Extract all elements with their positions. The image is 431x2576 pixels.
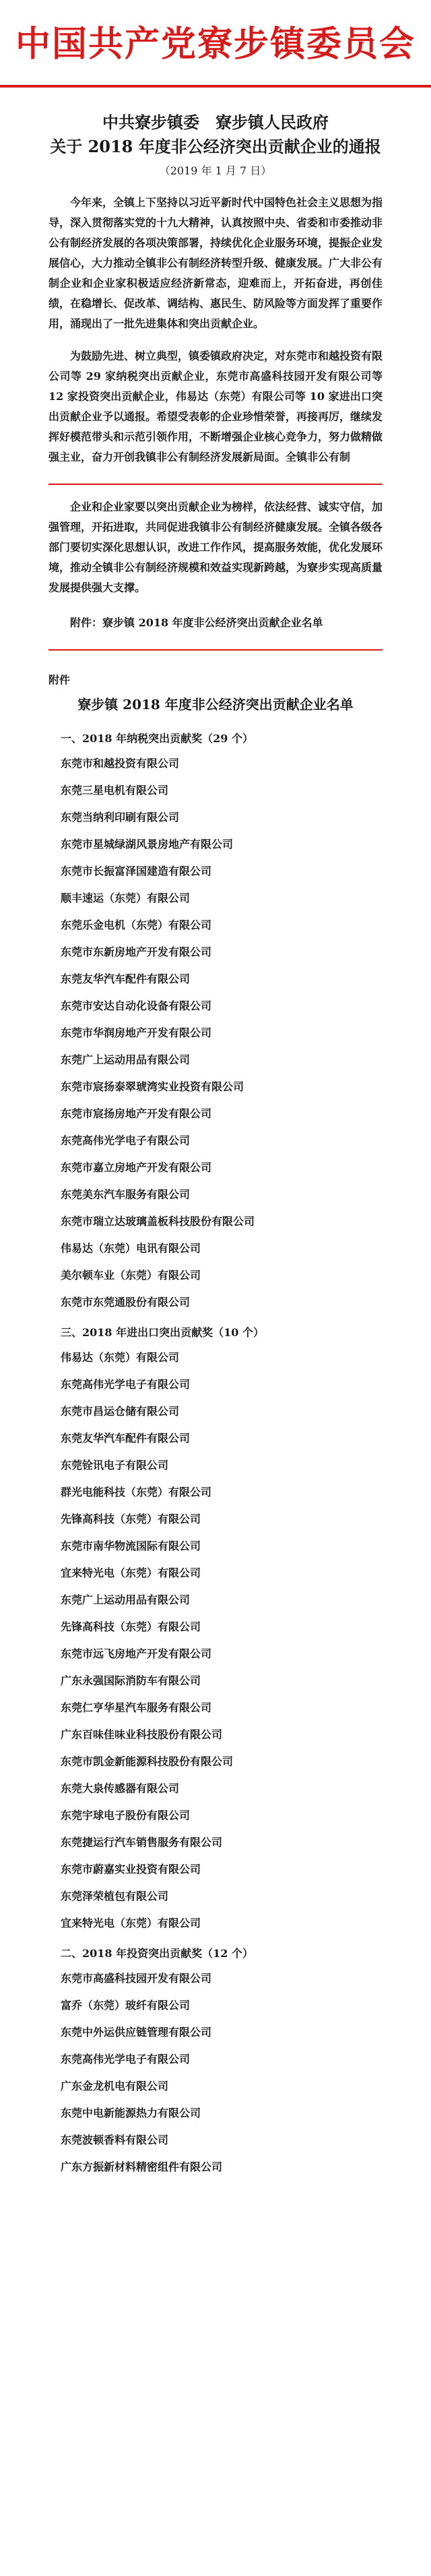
company-list-item: 广东方振新材料精密组件有限公司 [61, 2160, 223, 2173]
notice-date: （2019 年 1 月 7 日） [159, 164, 272, 177]
company-list-item: 东莞市长振富泽国建造有限公司 [61, 865, 212, 878]
company-list-item: 顺丰速运（东莞）有限公司 [61, 892, 191, 904]
company-list-item: 东莞铨讯电子有限公司 [61, 1459, 169, 1472]
company-list-item: 东莞友华汽车配件有限公司 [61, 972, 191, 985]
company-list-item: 东莞三星电机有限公司 [61, 784, 169, 797]
company-list-item: 宜来特光电（东莞）有限公司 [61, 1917, 201, 1929]
company-list-item: 东莞市凯金新能源科技股份有限公司 [61, 1755, 234, 1768]
company-list-item: 东莞捷运行汽车销售服务有限公司 [61, 1836, 223, 1849]
company-list-item: 东莞当纳利印刷有限公司 [61, 811, 180, 824]
attachment-reference: 附件：寮步镇 2018 年度非公经济突出贡献企业名单 [70, 616, 323, 629]
company-list-item: 东莞市蔚嘉实业投资有限公司 [61, 1863, 201, 1876]
issuer: 中共寮步镇委 寮步镇人民政府 [102, 112, 329, 132]
company-list-item: 东莞宇球电子股份有限公司 [61, 1809, 191, 1822]
company-list-item: 东莞市东新房地产开发有限公司 [61, 946, 212, 958]
company-list [0, 727, 431, 2181]
company-list-item: 东莞市昌运仓储有限公司 [61, 1405, 180, 1418]
notice-title: 关于 2018 年度非公经济突出贡献企业的通报 [50, 137, 381, 156]
company-list-item: 群光电能科技（东莞）有限公司 [61, 1486, 212, 1498]
attachment-label: 附件 [48, 673, 71, 686]
company-list-item: 东莞市和越投资有限公司 [61, 757, 180, 770]
notice-paragraph-1: 今年来，全镇上下坚持以习近平新时代中国特色社会主义思想为指导，深入贯彻落实党的十九大精神，认真按照中央、省委和市委推动非公有制经济发展的各项决策部署，持续优化企业服务环境，提振企业发展信心，大力推动全镇非公有制经济转型升级、健康发展。广大非公有制企业和企业家积极适应经济新常态，迎难而上，开拓奋进，再创佳绩，在稳增长、促改革、调结构、惠民生、防风险等方面发挥了重要作用，涌现出了一批先进集体和突出贡献企业。 [48, 196, 383, 330]
company-list-item: 东莞乐金电机（东莞）有限公司 [61, 919, 212, 931]
company-list-item: 先锋高科技（东莞）有限公司 [61, 1620, 201, 1633]
company-list-item: 美尔顿车业（东莞）有限公司 [61, 1269, 201, 1282]
company-list-item: 伟易达（东莞）有限公司 [61, 1351, 180, 1364]
company-list-item: 东莞市星城绿湖风景房地产有限公司 [61, 838, 234, 851]
attachment-title: 寮步镇 2018 年度非公经济突出贡献企业名单 [77, 696, 354, 713]
company-list-item: 东莞大泉传感器有限公司 [61, 1782, 180, 1795]
company-list-item: 东莞中外运供应链管理有限公司 [61, 2026, 212, 2039]
company-list-item: 东莞广上运动用品有限公司 [61, 1053, 191, 1066]
notice-body [0, 110, 431, 651]
notice-paragraph-2: 为鼓励先进、树立典型，镇委镇政府决定，对东莞市和越投资有限公司等 29 家纳税突出贡献企业，东莞市高盛科技园开发有限公司等 12 家投资突出贡献企业，伟易达（东莞）有限公司等 10 家进出口突出贡献企业予以通报。希望受表彰的企业珍惜荣誉，再接再厉，继续发挥好模范带头和示范引领作用，不断增强企业核心竞争力，努力做精做强主业，奋力开创我镇非公有制经济发展新局面。全镇非公有制 [48, 350, 383, 463]
company-list-item: 东莞高伟光学电子有限公司 [61, 1134, 191, 1147]
company-list-item: 东莞波顿香料有限公司 [61, 2134, 169, 2146]
company-list-item: 东莞市瑞立达玻璃盖板科技股份有限公司 [61, 1215, 255, 1228]
company-list-item: 东莞泽荣植包有限公司 [61, 1890, 169, 1903]
company-list-item: 广东百味佳味业科技股份有限公司 [61, 1728, 223, 1741]
company-list-item: 东莞市高盛科技园开发有限公司 [61, 1972, 212, 1985]
company-list-item: 东莞市东莞通股份有限公司 [61, 1296, 191, 1309]
company-list-item: 东莞高伟光学电子有限公司 [61, 2053, 191, 2066]
award-section-heading: 二、2018 年投资突出贡献奖（12 个） [61, 1947, 253, 1960]
company-list-item: 富乔（东莞）玻纤有限公司 [61, 1999, 191, 2012]
company-list-item: 东莞市宸扬房地产开发有限公司 [61, 1107, 212, 1120]
company-list-item: 先锋高科技（东莞）有限公司 [61, 1513, 201, 1525]
company-list-item: 东莞美东汽车服务有限公司 [61, 1188, 191, 1201]
page-break-rule [48, 484, 383, 485]
company-list-item: 东莞市南华物流国际有限公司 [61, 1540, 201, 1552]
company-list-item: 东莞市嘉立房地产开发有限公司 [61, 1161, 212, 1174]
notice-heading [48, 110, 383, 180]
company-list-item: 广东金龙机电有限公司 [61, 2080, 169, 2092]
company-list-item: 宜来特光电（东莞）有限公司 [61, 1566, 201, 1579]
company-list-item: 东莞中电新能源热力有限公司 [61, 2107, 201, 2119]
company-list-item: 伟易达（东莞）电讯有限公司 [61, 1242, 201, 1255]
company-list-item: 东莞高伟光学电子有限公司 [61, 1378, 191, 1391]
masthead [0, 0, 431, 94]
masthead-red-rule [0, 85, 431, 88]
masthead-title: 中国共产党寮步镇委员会 [15, 24, 416, 65]
company-list-item: 东莞市安达自动化设备有限公司 [61, 999, 212, 1012]
company-list-item: 东莞广上运动用品有限公司 [61, 1593, 191, 1606]
notice-paragraph-3: 企业和企业家要以突出贡献企业为榜样，依法经营、诚实守信，加强管理，开拓进取，共同促进我镇非公有制经济健康发展。全镇各级各部门要切实深化思想认识，改进工作作风，提高服务效能，优化发展环境，推动全镇非公有制经济规模和效益实现新跨越，为寮步实现高质量发展提供强大支撑。 [48, 500, 383, 594]
company-list-item: 广东永强国际消防车有限公司 [61, 1674, 201, 1687]
award-section-heading: 三、2018 年进出口突出贡献奖（10 个） [61, 1326, 264, 1339]
company-list-item: 东莞友华汽车配件有限公司 [61, 1432, 191, 1445]
company-list-item: 东莞市宸扬泰翠琥湾实业投资有限公司 [61, 1080, 244, 1093]
award-section-heading: 一、2018 年纳税突出贡献奖（29 个） [61, 732, 253, 745]
company-list-item: 东莞市华润房地产开发有限公司 [61, 1026, 212, 1039]
company-list-item: 东莞仁亨华星汽车服务有限公司 [61, 1701, 212, 1714]
company-list-item: 东莞市远飞房地产开发有限公司 [61, 1647, 212, 1660]
spacer [0, 651, 431, 671]
